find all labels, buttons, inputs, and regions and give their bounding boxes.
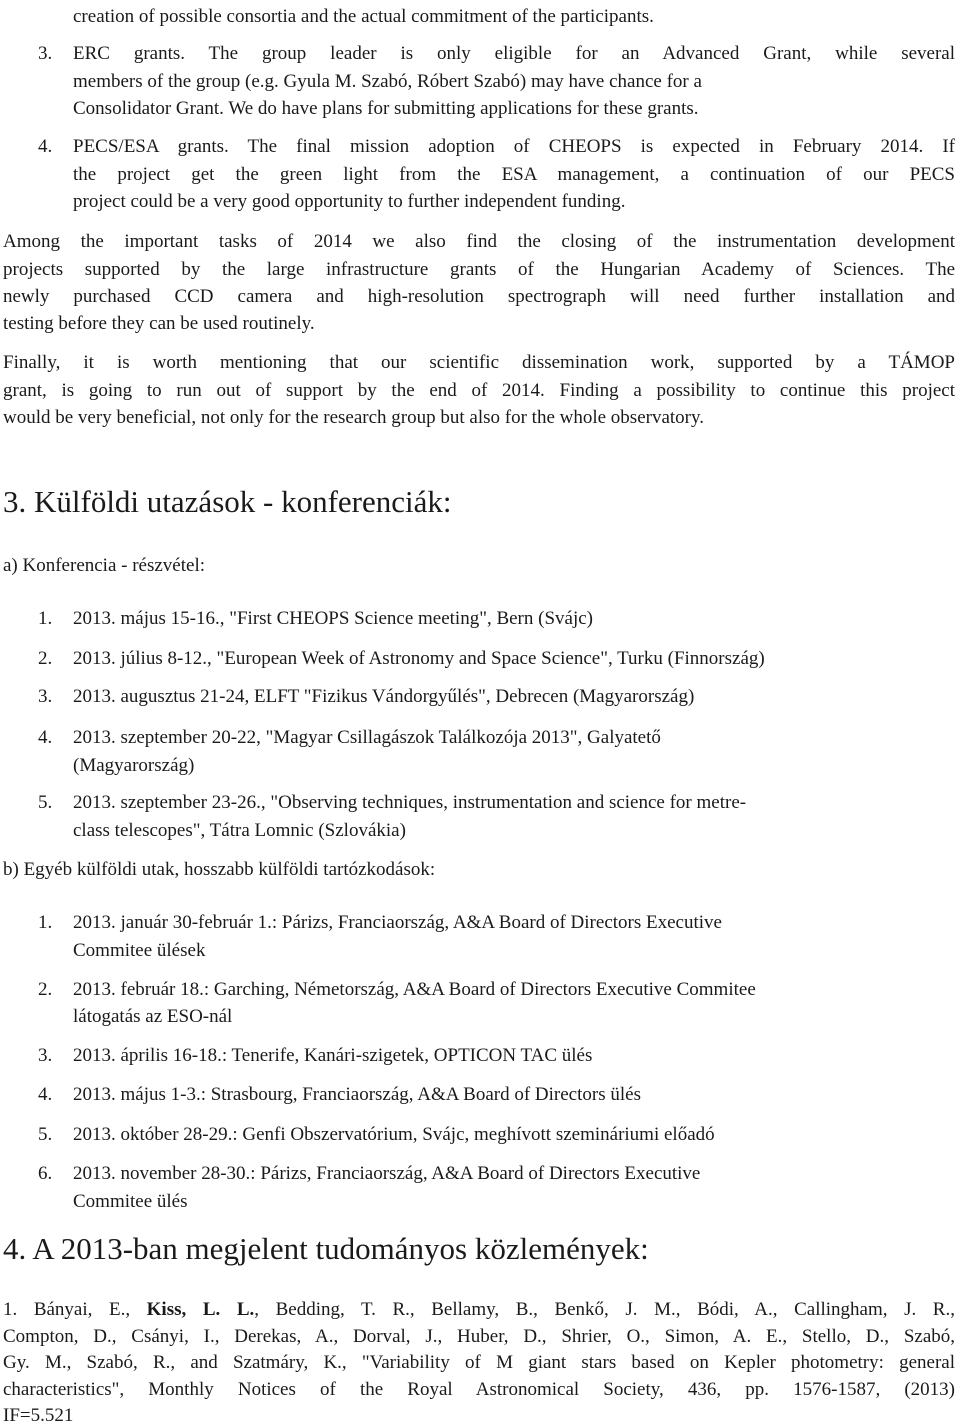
publication-line: IF=5.521 [3,1405,74,1426]
conference-line: 2013. szeptember 20-22, "Magyar Csillagászok Találkozója 2013", Galyatető [73,727,661,748]
paragraph-line: Finally, it is worth mentioning that our scientific dissemination work, supported by a TÁMOP [3,352,955,373]
section-heading: 3. Külföldi utazások - konferenciák: [3,484,452,519]
paragraph-line: newly purchased CCD camera and high-resolution spectrograph will need further installation and [3,286,955,307]
trip-line: 2013. február 18.: Garching, Németország, A&A Board of Directors Executive Commitee [73,979,756,1000]
subsection-heading: a) Konferencia - részvétel: [3,555,206,576]
conference-line: 2013. július 8-12., "European Week of Astronomy and Space Science", Turku (Finnország) [73,648,765,669]
grant-text-line: ERC grants. The group leader is only eligible for an Advanced Grant, while several [73,43,955,64]
trip-line: 2013. november 28-30.: Párizs, Franciaország, A&A Board of Directors Executive [73,1163,701,1184]
publication-authors-post: , Bedding, T. R., Bellamy, B., Benkő, J. M., Bódi, A., Callingham, J. R., [254,1299,955,1320]
conference-number: 1. [38,608,53,629]
intro-continuation-line: creation of possible consortia and the actual commitment of the participants. [73,6,654,27]
paragraph-line: testing before they can be used routinely. [3,313,315,334]
conference-line: 2013. szeptember 23-26., "Observing techniques, instrumentation and science for metre- [73,792,747,813]
grant-text-line: members of the group (e.g. Gyula M. Szabó, Róbert Szabó) may have chance for a [73,71,702,92]
grant-number: 4. [38,136,53,157]
publication-line: Compton, D., Csányi, I., Derekas, A., Dorval, J., Huber, D., Shrier, O., Simon, A. E., Stello, D., Szabó, [3,1326,955,1347]
publication-authors-pre: 1. Bányai, E., [3,1299,147,1320]
trip-line: látogatás az ESO-nál [73,1006,233,1027]
publication-line: characteristics", Monthly Notices of the Royal Astronomical Society, 436, pp. 1576-1587, (2013) [3,1379,955,1400]
conference-number: 3. [38,686,53,707]
paragraph-line: grant, is going to run out of support by the end of 2014. Finding a possibility to continue this project [3,380,955,401]
trip-number: 4. [38,1084,53,1105]
conference-number: 4. [38,727,53,748]
grant-text-line: project could be a very good opportunity to further independent funding. [73,191,626,212]
trip-line: 2013. október 28-29.: Genfi Obszervatórium, Svájc, meghívott szemináriumi előadó [73,1124,715,1145]
grant-text-line: PECS/ESA grants. The final mission adoption of CHEOPS is expected in February 2014. If [73,136,955,157]
publication-author-highlight: Kiss, L. L. [146,1299,255,1320]
trip-line: 2013. május 1-3.: Strasbourg, Franciaország, A&A Board of Directors ülés [73,1084,641,1105]
conference-line: 2013. augusztus 21-24, ELFT "Fizikus Vándorgyűlés", Debrecen (Magyarország) [73,686,695,707]
conference-line: (Magyarország) [73,755,195,776]
trip-line: Commitee ülések [73,940,206,961]
conference-number: 5. [38,792,53,813]
trip-line: 2013. április 16-18.: Tenerife, Kanári-szigetek, OPTICON TAC ülés [73,1045,593,1066]
paragraph-line: would be very beneficial, not only for the research group but also for the whole observatory. [3,407,705,428]
paragraph-line: projects supported by the large infrastructure grants of the Hungarian Academy of Sciences. The [3,259,955,280]
grant-text-line: Consolidator Grant. We do have plans for submitting applications for these grants. [73,98,699,119]
trip-line: 2013. január 30-február 1.: Párizs, Franciaország, A&A Board of Directors Executive [73,912,722,933]
trip-line: Commitee ülés [73,1191,188,1212]
grant-number: 3. [38,43,53,64]
conference-line: 2013. május 15-16., "First CHEOPS Science meeting", Bern (Svájc) [73,608,594,629]
publication-line: Gy. M., Szabó, R., and Szatmáry, K., "Variability of M giant stars based on Kepler photometry: general [3,1352,955,1373]
paragraph-line: Among the important tasks of 2014 we also find the closing of the instrumentation development [3,231,955,252]
grant-text-line: the project get the green light from the ESA management, a continuation of our PECS [73,164,955,185]
trip-number: 5. [38,1124,53,1145]
subsection-heading: b) Egyéb külföldi utak, hosszabb külföldi tartózkodások: [3,859,436,880]
conference-line: class telescopes", Tátra Lomnic (Szlovákia) [73,820,406,841]
conference-number: 2. [38,648,53,669]
trip-number: 2. [38,979,53,1000]
publication-line [3,1300,955,1319]
trip-number: 1. [38,912,53,933]
section-heading: 4. A 2013-ban megjelent tudományos közlemények: [3,1231,649,1266]
trip-number: 6. [38,1163,53,1184]
trip-number: 3. [38,1045,53,1066]
